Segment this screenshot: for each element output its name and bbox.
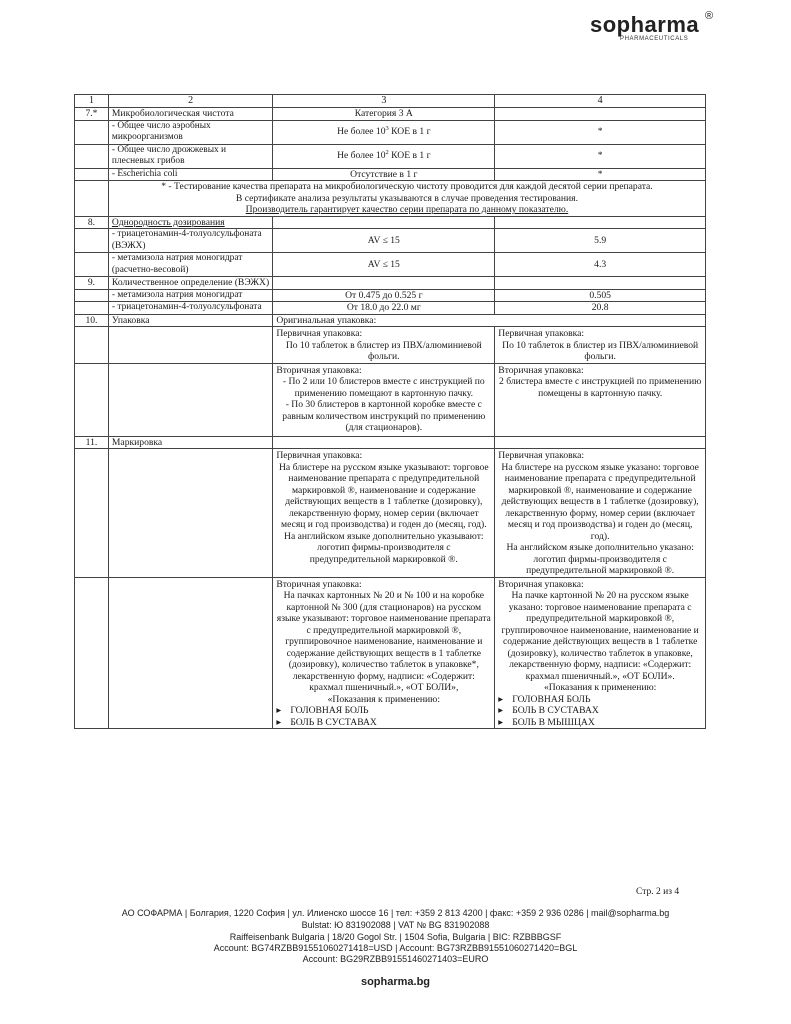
result-secondary-labeling: [495, 577, 706, 729]
section-text: На блистере на русском языке указывают: торговое наименование препарата с предупредительной маркировкой ®, наименование и содержание действующих веществ в 1 таблетке (дозировку), лекарственную форму, номер серии (включает месяц и год производства) и годен до (месяц, год).: [279, 461, 489, 530]
table-row: [75, 577, 706, 729]
section-text: На пачках картонных № 20 и № 100 и на коробке картонной № 300 (для стационаров) на русском языке указывают: торговое наименование препарата с предупредительной маркировкой ®, группировочное наименование, наименование и содержание действующих веществ в 1 таблетке (дозировку), количество таблеток в упаковке*, лекарственную форму, надписи: «Содержит: крахмал пшеничный.», «ОТ БОЛИ»,: [276, 590, 491, 693]
note-line: * - Тестирование качества препарата на микробиологическую чистоту проводится для каждой десятой серии препарата.: [161, 181, 653, 192]
section-text: 2 блистера вместе с инструкцией по применению помещены в картонную пачку.: [499, 376, 702, 399]
specification-value: Категория 3 А: [273, 108, 495, 121]
section-title: Вторичная упаковка:: [276, 578, 362, 590]
table-row: [75, 289, 706, 302]
specification-value: AV ≤ 15: [273, 229, 495, 253]
logo-registered-mark: ®: [705, 10, 714, 22]
section-title: Вторичная упаковка:: [498, 364, 584, 376]
note-line: Производитель гарантирует качество серии препарата по данному показателю.: [245, 204, 569, 215]
footer-account: Account: BG74RZBB91551060271418=USD | Account: BG73RZBB91551060271420=BGL: [213, 943, 578, 953]
section-text: На английском языке дополнительно указано: логотип фирмы-производителя с предупредительной маркировкой ®.: [506, 542, 694, 576]
table-note-row: [75, 181, 706, 217]
result-value: 5.9: [495, 229, 706, 253]
bullet-icon: ▸: [498, 716, 504, 728]
result-value: [495, 108, 706, 121]
list-item: ▸ БОЛЬ В МЫШЦАХ: [498, 716, 595, 728]
bullet-icon: ▸: [498, 705, 504, 716]
section-text: «Показания к применению:: [327, 693, 440, 705]
section-text: На блистере на русском языке указано: торговое наименование препарата с предупредительной маркировкой ®, наименование и содержание действующих веществ в 1 таблетке (дозировку), лекарственную форму, номер серии (включает месяц и год производства) и годен до (месяц, год).: [501, 461, 699, 542]
sopharma-logo: [590, 10, 730, 42]
footer-website-link[interactable]: sopharma.bg: [360, 976, 431, 988]
parameter-name: - Общее число аэробных микроорганизмов: [108, 120, 272, 144]
spec-secondary-packaging: [273, 363, 495, 436]
section-text: На английском языке дополнительно указывают: логотип фирмы-производителя с предупредительной маркировкой ®.: [284, 530, 484, 565]
parameter-name: - метамизола натрия моногидрат: [108, 289, 272, 302]
specification-value: AV ≤ 15: [273, 253, 495, 277]
table-row: [75, 277, 706, 290]
logo-subtitle: PHARMACEUTICALS: [620, 36, 689, 42]
result-secondary-packaging: [495, 363, 706, 436]
bullet-icon: ▸: [498, 693, 504, 705]
parameter-name: Однородность дозирования: [108, 216, 272, 229]
footer-address: АО СОФАРМА | Болгария, 1220 София | ул. Илиенско шоссе 16 | тел: +359 2 813 4200 | факс: +359 2 936 0286 | mail@sopharma.bg: [121, 908, 670, 918]
packaging-original-title: Оригинальная упаковка:: [273, 314, 706, 327]
bullet-icon: ▸: [276, 705, 282, 716]
result-value: 4.3: [495, 253, 706, 277]
table-row: [75, 363, 706, 436]
table-header-row: [75, 95, 706, 108]
table-row: [75, 314, 706, 327]
list-item: ▸ ГОЛОВНАЯ БОЛЬ: [276, 705, 369, 716]
table-row: [75, 436, 706, 449]
section-title: Первичная упаковка:: [498, 450, 585, 461]
parameter-name: Маркировка: [108, 436, 272, 449]
page-number: Стр. 2 из 4: [636, 887, 680, 897]
header-col-3: 3: [273, 95, 495, 108]
table-row: [75, 229, 706, 253]
specification-value: От 18.0 до 22.0 мг: [273, 302, 495, 315]
note-line: В сертификате анализа результаты указываются в случае проведения тестирования.: [235, 192, 578, 204]
section-title: Вторичная упаковка:: [276, 364, 362, 376]
spec-secondary-labeling: [273, 577, 495, 729]
parameter-name: - триацетонамин-4-толуолсульфоната: [108, 302, 272, 315]
result-value: 20.8: [495, 302, 706, 315]
footer-account: Account: BG29RZBB91551460271403=EURO: [302, 954, 489, 964]
section-title: Вторичная упаковка:: [498, 578, 584, 590]
section-text: На пачке картонной № 20 на русском языке указано: торговое наименование препарата с предупредительной маркировкой ®, группировочное наименование, наименование и содержание действующих веществ в 1 таблетке (дозировку), количество таблеток в упаковке, лекарственную форму, надписи: «Содержит: крахмал пшеничный.», «ОТ БОЛИ».: [501, 590, 699, 682]
specification-value: Отсутствие в 1 г: [273, 168, 495, 181]
result-primary-labeling: [495, 449, 706, 578]
footer-vat: Bulstat: Ю 831902088 | VAT № BG 831902088: [301, 920, 490, 930]
header-col-4: 4: [495, 95, 706, 108]
section-text: По 10 таблеток в блистер из ПВХ/алюминиевой фольги.: [502, 339, 699, 362]
parameter-name: - Escherichia coli: [108, 168, 272, 181]
table-row: [75, 216, 706, 229]
parameter-name: Упаковка: [108, 314, 272, 327]
section-title: Первичная упаковка:: [276, 328, 363, 339]
result-value: 0.505: [495, 289, 706, 302]
specification-table: [74, 94, 706, 729]
spec-primary-packaging: [273, 327, 495, 364]
result-value: *: [495, 120, 706, 144]
spec-primary-labeling: [273, 449, 495, 578]
table-row: [75, 449, 706, 578]
list-item: ▸ БОЛЬ В СУСТАВАХ: [498, 705, 599, 716]
result-value: *: [495, 168, 706, 181]
header-col-1: 1: [75, 95, 109, 108]
header-col-2: 2: [108, 95, 272, 108]
specification-value: Не более $10^2$ КОЕ в 1 г: [273, 144, 495, 168]
parameter-name: Микробиологическая чистота: [108, 108, 272, 121]
result-primary-packaging: [495, 327, 706, 364]
list-item: ▸ БОЛЬ В СУСТАВАХ: [276, 716, 377, 728]
row-number: 10.: [75, 314, 109, 327]
list-item: ▸ ГОЛОВНАЯ БОЛЬ: [498, 693, 591, 705]
microbiology-note: [108, 181, 705, 217]
section-text: По 10 таблеток в блистер из ПВХ/алюминиевой фольги.: [285, 339, 482, 362]
parameter-name: - Общее число дрожжевых и плесневых грибов: [108, 144, 272, 168]
row-number: 9.: [75, 277, 109, 290]
specification-value: От 0.475 до 0.525 г: [273, 289, 495, 302]
table-row: [75, 302, 706, 315]
table-row: [75, 120, 706, 144]
footer-bank: Raiffeisenbank Bulgaria | 18/20 Gogol Str. | 1504 Sofia, Bulgaria | BIC: RZBBBGSF: [229, 932, 562, 942]
table-row: [75, 144, 706, 168]
table-row: [75, 168, 706, 181]
table-row: [75, 253, 706, 277]
result-value: *: [495, 144, 706, 168]
parameter-name: - метамизола натрия моногидрат (расчетно-весовой): [108, 253, 272, 277]
section-title: Первичная упаковка:: [276, 450, 363, 461]
specification-value: Не более $10^3$ КОЕ в 1 г: [273, 120, 495, 144]
parameter-name: - триацетонамин-4-толуолсульфоната (ВЭЖХ): [108, 229, 272, 253]
table-row: [75, 108, 706, 121]
bullet-icon: ▸: [276, 716, 282, 728]
logo-wordmark: sopharma: [590, 12, 700, 37]
row-number: 8.: [75, 216, 109, 229]
table-row: [75, 327, 706, 364]
section-text: «Показания к применению:: [543, 682, 657, 693]
section-text: - По 2 или 10 блистеров вместе с инструкцией по применению помещают в картонную пачку.: [282, 376, 485, 399]
section-title: Первичная упаковка:: [498, 328, 585, 339]
parameter-name: Количественное определение (ВЭЖХ): [108, 277, 272, 290]
section-text: - По 30 блистеров в картонной коробке вместе с равным количеством инструкций по применению (для стационаров).: [282, 399, 486, 433]
row-number: 7.*: [75, 108, 109, 121]
row-number: 11.: [75, 436, 109, 449]
